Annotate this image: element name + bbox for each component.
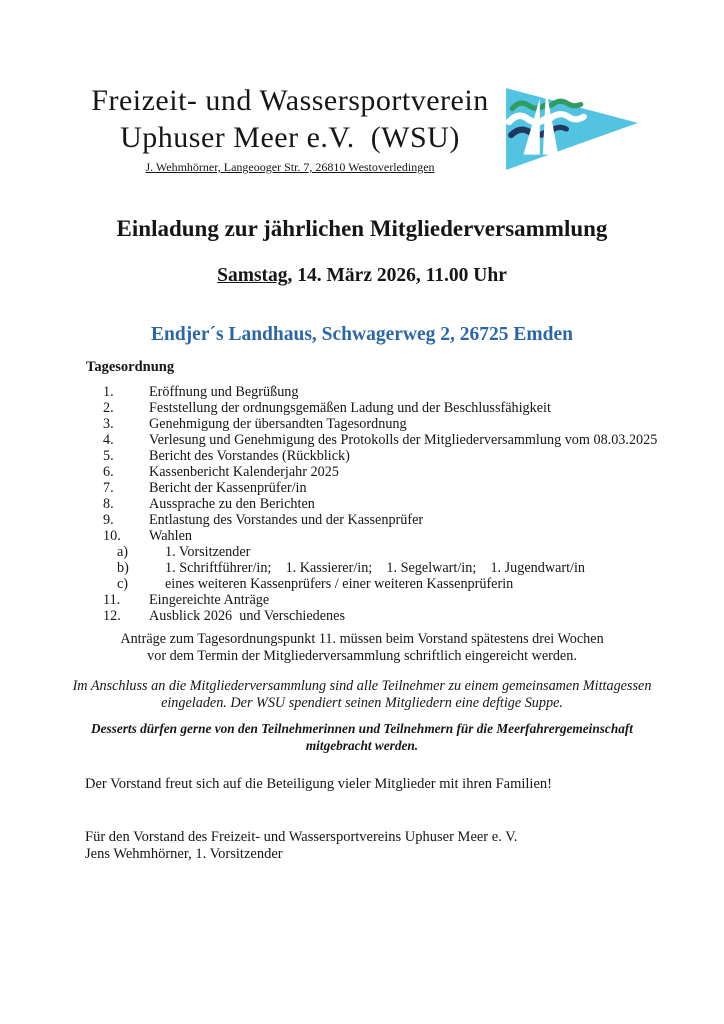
agenda-item-number: 5. — [103, 448, 114, 464]
agenda-item-number: 4. — [103, 432, 114, 448]
agenda-subitem-letter: b) — [117, 560, 129, 576]
signoff-org-line: Für den Vorstand des Freizeit- und Wassersportvereins Uphuser Meer e. V. — [85, 829, 518, 845]
agenda-subitem-text: 1. Schriftführer/in; 1. Kassierer/in; 1. Segelwart/in; 1. Jugendwart/in — [165, 560, 586, 576]
agenda-item-number: 11. — [103, 592, 121, 608]
agenda-subitem-text: eines weiteren Kassenprüfers / einer weiteren Kassenprüferin — [165, 576, 514, 592]
agenda-item-number: 10. — [103, 528, 121, 544]
lunch-line2: eingeladen. Der WSU spendiert seinen Mitgliedern eine deftige Suppe. — [161, 695, 563, 711]
agenda-item-number: 2. — [103, 400, 114, 416]
agenda-item-text: Feststellung der ordnungsgemäßen Ladung und der Beschlussfähigkeit — [149, 400, 551, 416]
agenda-item-number: 1. — [103, 384, 114, 400]
meeting-day: Samstag — [217, 265, 288, 286]
agenda-subitem — [117, 576, 724, 592]
agenda-subitem-letter: a) — [117, 544, 129, 560]
meeting-venue: Endjer´s Landhaus, Schwagerweg 2, 26725 Emden — [150, 324, 573, 345]
lunch-paragraph — [0, 678, 724, 712]
agenda-subitem — [117, 544, 724, 560]
club-pennant-logo — [498, 84, 643, 174]
signoff-name-line: Jens Wehmhörner, 1. Vorsitzender — [85, 846, 283, 862]
agenda-item-number: 6. — [103, 464, 114, 480]
dessert-line2: mitgebracht werden. — [305, 737, 419, 753]
agenda-item — [103, 384, 724, 400]
agenda-item-text: Bericht der Kassenprüfer/in — [149, 480, 307, 496]
agenda-subitem-text: 1. Vorsitzender — [165, 544, 251, 560]
meeting-date-time: , 14. März 2026, 11.00 Uhr — [287, 265, 507, 286]
dessert-paragraph — [0, 721, 724, 754]
org-address: J. Wehmhörner, Langeooger Str. 7, 26810 Westoverledingen — [145, 160, 435, 174]
deadline-paragraph — [0, 631, 724, 665]
lunch-line1: Im Anschluss an die Mitgliederversammlung sind alle Teilnehmer zu einem gemeinsamen Mittagessen — [72, 678, 652, 694]
org-name-line1: Freizeit- und Wassersportverein — [91, 84, 489, 117]
closing-signoff-block — [85, 829, 724, 863]
agenda-item — [103, 400, 724, 416]
org-name-block — [85, 82, 495, 175]
agenda-item-text: Genehmigung der übersandten Tagesordnung — [149, 416, 407, 432]
agenda-item-number: 3. — [103, 416, 114, 432]
agenda-item-text: Eröffnung und Begrüßung — [149, 384, 299, 400]
agenda-item-number: 12. — [103, 608, 121, 624]
agenda-item-number: 8. — [103, 496, 114, 512]
meeting-dateline — [0, 264, 724, 288]
agenda-subitem-letter: c) — [117, 576, 129, 592]
agenda-item — [103, 464, 724, 480]
deadline-line2: vor dem Termin der Mitgliederversammlung schriftlich eingereicht werden. — [147, 648, 577, 664]
agenda-list — [103, 384, 724, 624]
page-title: Einladung zur jährlichen Mitgliederversammlung — [116, 216, 608, 241]
agenda-item — [103, 528, 724, 544]
letterhead — [0, 0, 724, 175]
agenda-item-text: Verlesung und Genehmigung des Protokolls der Mitgliederversammlung vom 08.03.2025 — [149, 432, 658, 448]
agenda-item-text: Eingereichte Anträge — [149, 592, 270, 608]
agenda-item — [103, 432, 724, 448]
deadline-line1: Anträge zum Tagesordnungspunkt 11. müssen beim Vorstand spätestens drei Wochen — [120, 631, 604, 647]
agenda-item-text: Kassenbericht Kalenderjahr 2025 — [149, 464, 339, 480]
agenda-item-number: 9. — [103, 512, 114, 528]
pennant-logo-graphic — [498, 84, 643, 174]
agenda-item-text: Entlastung des Vorstandes und der Kassenprüfer — [149, 512, 424, 528]
agenda-item-text: Wahlen — [149, 528, 192, 544]
wave-green-right — [551, 101, 581, 105]
agenda-item — [103, 496, 724, 512]
dessert-line1: Desserts dürfen gerne von den Teilnehmerinnen und Teilnehmern für die Meerfahrergemeinschaft — [90, 721, 633, 736]
agenda-item-text: Bericht des Vorstandes (Rückblick) — [149, 448, 350, 464]
org-name-line2: Uphuser Meer e.V. (WSU) — [120, 121, 460, 154]
agenda-item — [103, 448, 724, 464]
agenda-item — [103, 416, 724, 432]
agenda-item — [103, 592, 724, 608]
agenda-item — [103, 512, 724, 528]
closing-families-line: Der Vorstand freut sich auf die Beteiligung vieler Mitglieder mit ihren Familien! — [85, 776, 552, 792]
agenda-item-text: Ausblick 2026 und Verschiedenes — [149, 608, 345, 624]
agenda-item — [103, 608, 724, 624]
agenda-item-text: Aussprache zu den Berichten — [149, 496, 315, 512]
agenda-heading: Tagesordnung — [86, 359, 175, 375]
agenda-item — [103, 480, 724, 496]
agenda-subitem — [117, 560, 724, 576]
agenda-item-number: 7. — [103, 480, 114, 496]
